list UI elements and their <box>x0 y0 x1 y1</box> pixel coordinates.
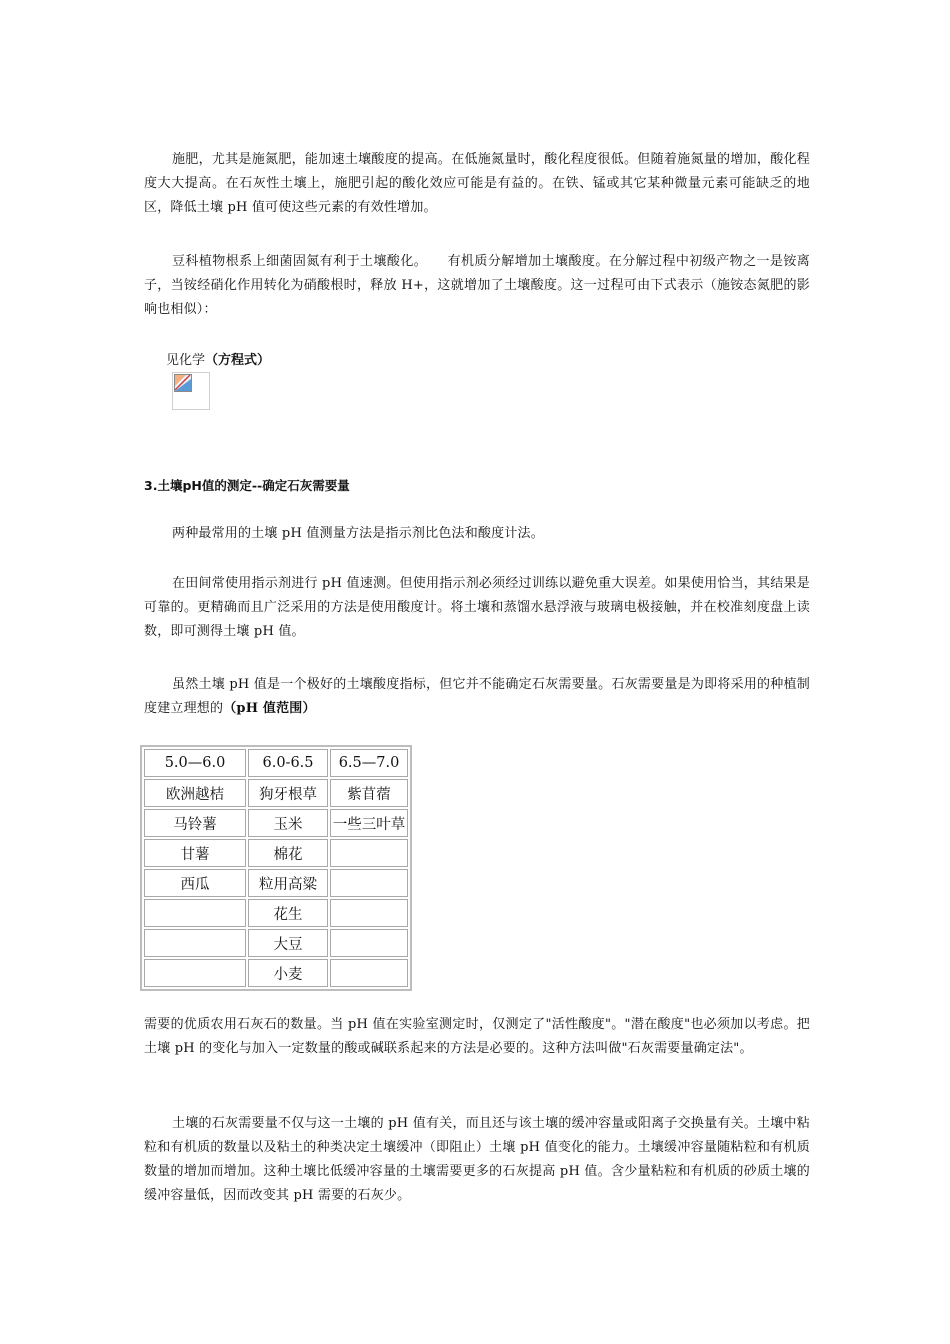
equation-label-text: 见化学 <box>166 353 206 368</box>
paragraph-ph-indicator-text: 虽然土壤 pH 值是一个极好的土壤酸度指标，但它并不能确定石灰需要量。石灰需要量是为即将采用的种植制度建立理想的 <box>144 677 810 716</box>
paragraph-ph-indicator <box>144 673 810 721</box>
table-cell <box>330 929 408 957</box>
table-row <box>144 959 408 987</box>
paragraph-nitrogen-fixation: 豆科植物根系上细菌固氮有利于土壤酸化。 有机质分解增加土壤酸度。在分解过程中初级产物之一是铵离子，当铵经硝化作用转化为硝酸根时，释放 H+，这就增加了土壤酸度。这一过程可由下式表示（施铵态氮肥的影响也相似）： <box>144 254 810 317</box>
table-cell <box>330 959 408 987</box>
ph-range-table <box>140 745 412 991</box>
table-cell: 粒用高粱 <box>248 869 328 897</box>
table-row <box>144 839 408 867</box>
paragraph-fertilization: 施肥，尤其是施氮肥，能加速土壤酸度的提高。在低施氮量时，酸化程度很低。但随着施氮量的增加，酸化程度大大提高。在石灰性土壤上，施肥引起的酸化效应可能是有益的。在铁、锰或其它某种微量元素可能缺乏的地区，降低土壤 pH 值可使这些元素的有效性增加。 <box>144 152 810 215</box>
paragraph-indicator: 在田间常使用指示剂进行 pH 值速测。但使用指示剂必须经过训练以避免重大误差。如果使用恰当，其结果是可靠的。更精确而且广泛采用的方法是使用酸度计。将土壤和蒸馏水悬浮液与玻璃电极接触，并在校准刻度盘上读数，即可测得土壤 pH 值。 <box>144 576 810 639</box>
table-row <box>144 899 408 927</box>
table-header-cell: 6.0-6.5 <box>248 749 328 777</box>
table-header-cell: 5.0—6.0 <box>144 749 246 777</box>
ph-range-bold: （pH 值范围） <box>223 701 316 716</box>
table-cell <box>144 959 246 987</box>
table-cell: 小麦 <box>248 959 328 987</box>
table-cell <box>144 899 246 927</box>
table-row <box>144 779 408 807</box>
table-cell: 一些三叶草 <box>330 809 408 837</box>
equation-label-bold: （方程式） <box>205 353 271 368</box>
table-cell: 棉花 <box>248 839 328 867</box>
section-heading: 3.土壤pH值的测定--确定石灰需要量 <box>144 478 350 493</box>
table-cell <box>330 899 408 927</box>
paragraph-buffer-capacity: 土壤的石灰需要量不仅与这一土壤的 pH 值有关，而且还与该土壤的缓冲容量或阳离子交换量有关。土壤中粘粒和有机质的数量以及粘土的种类决定土壤缓冲（即阻止）土壤 pH 值变化的能力。土壤缓冲容量随粘粒和有机质数量的增加而增加。这种土壤比低缓冲容量的土壤需要更多的石灰提高 pH 值。含少量粘粒和有机质的砂质土壤的缓冲容量低，因而改变其 pH 需要的石灰少。 <box>144 1116 810 1203</box>
table-cell <box>144 929 246 957</box>
table-cell: 欧洲越桔 <box>144 779 246 807</box>
equation-label <box>166 350 270 372</box>
table-cell: 花生 <box>248 899 328 927</box>
table-row <box>144 929 408 957</box>
table-cell: 西瓜 <box>144 869 246 897</box>
table-row <box>144 869 408 897</box>
table-cell <box>330 839 408 867</box>
broken-image-icon <box>172 372 210 410</box>
table-cell: 马铃薯 <box>144 809 246 837</box>
table-cell: 甘薯 <box>144 839 246 867</box>
table-header-cell: 6.5—7.0 <box>330 749 408 777</box>
broken-image-glyph <box>174 374 192 392</box>
table-header-row <box>144 749 408 777</box>
paragraph-methods: 两种最常用的土壤 pH 值测量方法是指示剂比色法和酸度计法。 <box>172 526 544 541</box>
table-cell <box>330 869 408 897</box>
table-row <box>144 809 408 837</box>
table-cell: 狗牙根草 <box>248 779 328 807</box>
table-cell: 玉米 <box>248 809 328 837</box>
paragraph-active-acidity: 需要的优质农用石灰石的数量。当 pH 值在实验室测定时，仅测定了"活性酸度"。"潜在酸度"也必须加以考虑。把土壤 pH 的变化与加入一定数量的酸或碱联系起来的方法是必要的。这种方法叫做"石灰需要量确定法"。 <box>144 1017 810 1056</box>
table-cell: 大豆 <box>248 929 328 957</box>
table-cell: 紫苜蓿 <box>330 779 408 807</box>
